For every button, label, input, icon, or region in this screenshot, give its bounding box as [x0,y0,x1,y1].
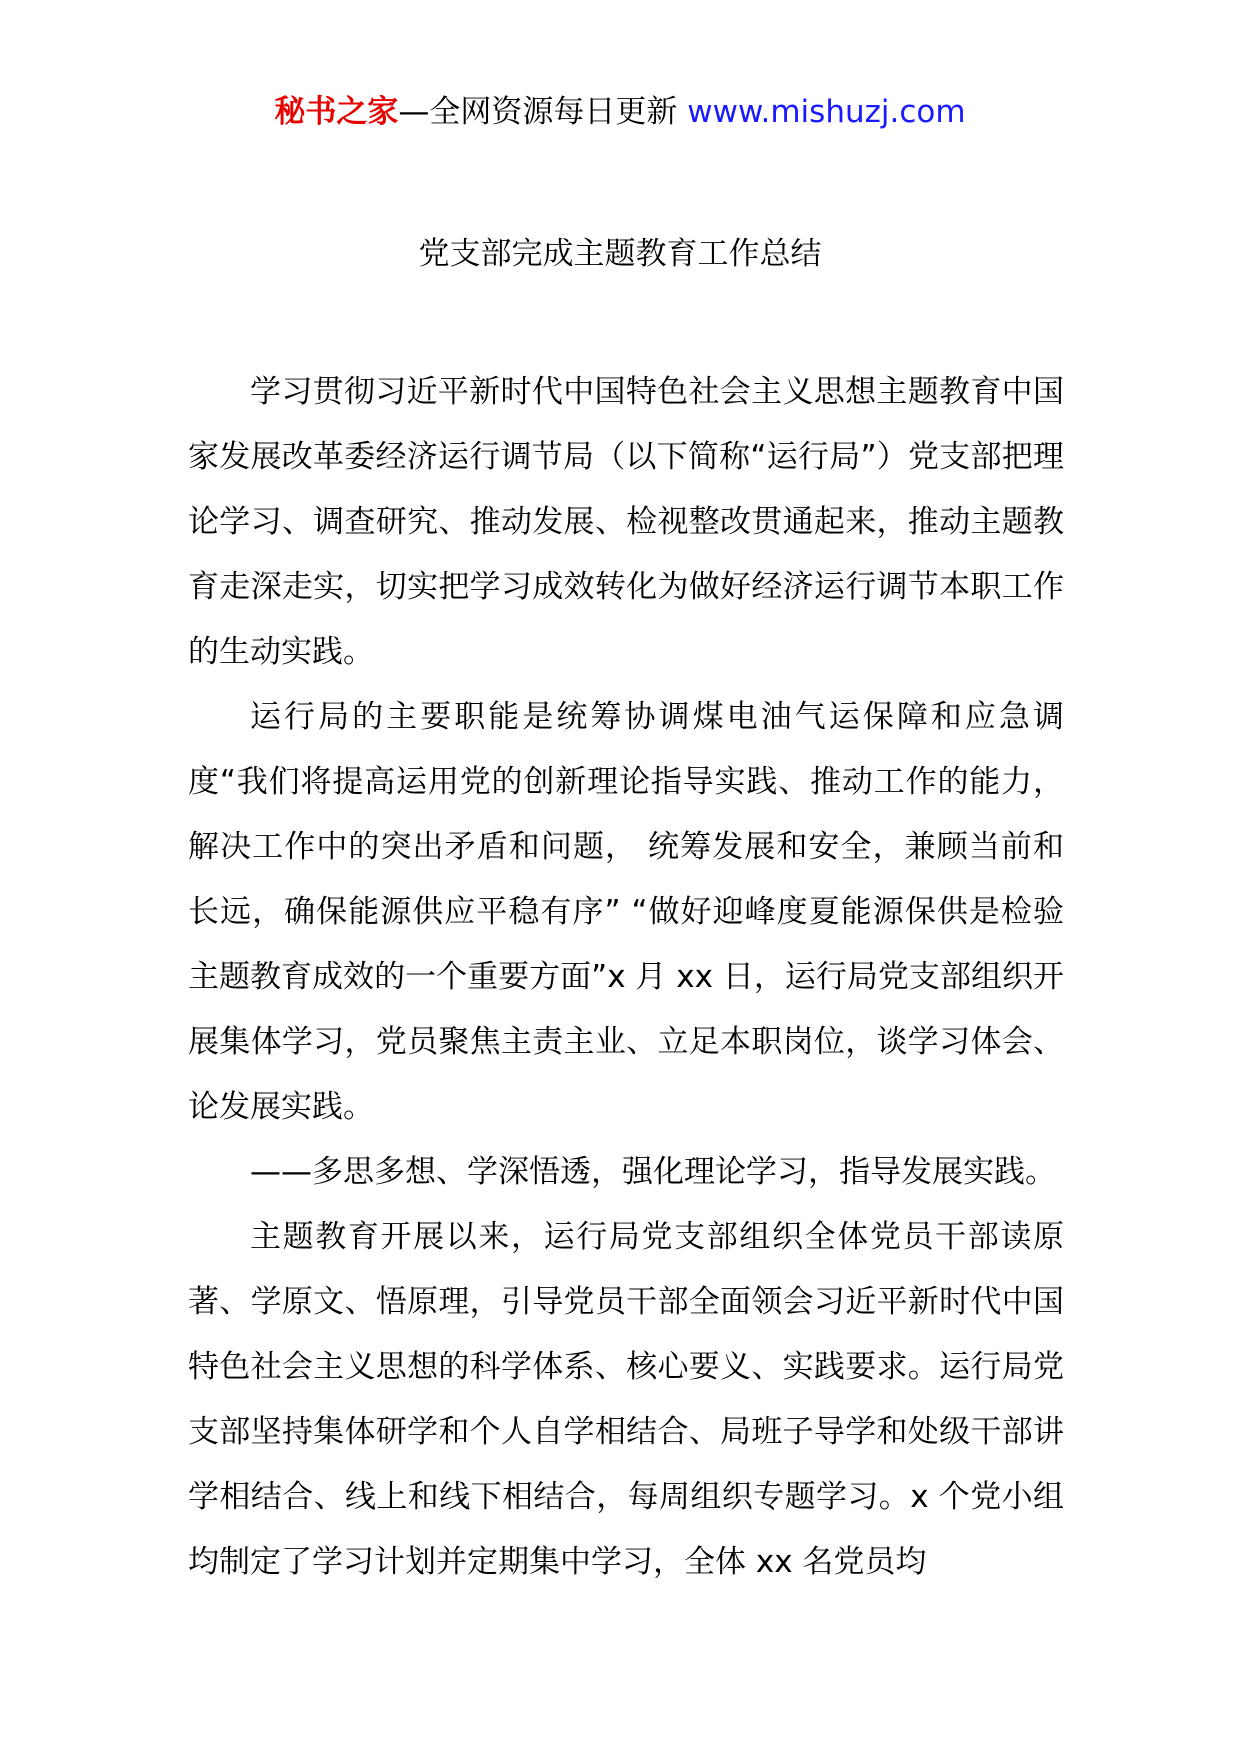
paragraph: ——多思多想、学深悟透，强化理论学习，指导发展实践。 [250,1154,1056,1190]
header-slogan: —全网资源每日更新 [398,94,678,130]
site-header [0,92,1240,132]
paragraph: 运行局的主要职能是统筹协调煤电油气运保障和应急调度“我们将提高运用党的创新理论指导实践、推动工作的能力，解决工作中的突出矛盾和问题， 统筹发展和安全，兼顾当前和长远，确保能源供应平稳有序” “做好迎峰度夏能源保供是检验主题教育成效的一个重要方面”x 月 xx 日，运行局党支部组织开展集体学习，党员聚焦主责主业、立足本职岗位，谈学习体会、论发展实践。 [188,699,1064,1125]
document-title: 党支部完成主题教育工作总结 [418,236,822,272]
brand-name: 秘书之家 [274,94,399,130]
document-body [188,360,1064,1595]
paragraph: 学习贯彻习近平新时代中国特色社会主义思想主题教育中国家发展改革委经济运行调节局（以下简称“运行局”）党支部把理论学习、调查研究、推动发展、检视整改贯通起来，推动主题教育走深走实，切实把学习成效转化为做好经济运行调节本职工作的生动实践。 [188,374,1064,670]
paragraph: 主题教育开展以来，运行局党支部组织全体党员干部读原著、学原文、悟原理，引导党员干部全面领会习近平新时代中国特色社会主义思想的科学体系、核心要义、实践要求。运行局党支部坚持集体研学和个人自学相结合、局班子导学和处级干部讲学相结合、线上和线下相结合，每周组织专题学习。x 个党小组均制定了学习计划并定期集中学习，全体 xx 名党员均 [188,1219,1064,1580]
site-url-link[interactable]: www.mishuzj.com [687,94,966,130]
